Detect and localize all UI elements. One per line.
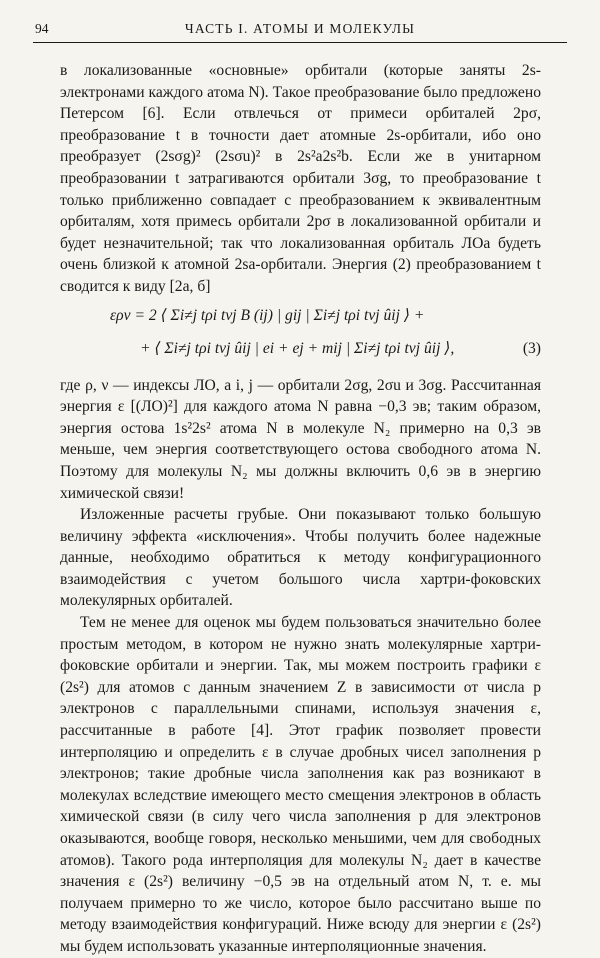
paragraph-3: Изложенные расчеты грубые. Они показывают только большую величину эффекта «исключения». Чтобы получить более надежные данные, необходимо обратиться к методу конфигурационного взаимодействия с учетом большого числа хартри-фоковских молекулярных орбиталей. (60, 506, 541, 610)
paragraph-1: в локализованные «основные» орбитали (которые заняты 2s-электронами каждого атома N). Такое преобразование было предложено Петерсом [6]. Если отвлечься от примеси орбиталей 2pσ, преобразование t в точности дает атомные 2s-орбитали, ибо оно преобразует (2sσg)² (2sσu)² в 2s²a2s²b. Если же в унитарном преобразовании t затрагиваются орбитали 3σg, то преобразование t только приближенно совпадает с преобразованием к эквивалентным орбиталям, хотя примесь орбитали 2pσ в локализованной орбитали и будет незначительной; так что локализованная орбиталь ЛОa будеть очень близкой к атомной 2sa-орбитали. Энергия (2) преобразованием t сводится к виду [2а, б] (60, 62, 541, 295)
paragraph-4: Тем не менее для оценок мы будем пользоваться значительно более простым методом, в котором не нужно знать молекулярные хартри-фоковские орбитали и энергии. Так, мы можем построить графики ε (2s²) для атомов с данным значением Z в зависимости от числа p электронов с параллельными спинами, используя значения ε, рассчитанные в работе [4]. Этот график позволяет провести интерполяцию и определить ε в случае дробных чисел заполнения p электронов; такие дробные числа заполнения как раз возникают в молекулах вследствие имеющего место смещения электронов в область химической связи (в силу чего числа заполнения p для электронов оказываются, вообще говоря, несколько меньшими, чем для свободных атомов). Такого рода интерполяция для молекулы N₂ дает в качестве значения ε (2s²) величину −0,5 эв на отдельный атом N, т. е. мы получаем примерно то же число, которое было рассчитано выше по методу взаимодействия конфигураций. Ниже всюду для энергии ε (2s²) мы будем использовать указанные интерполяционные значения. (60, 614, 541, 955)
equation-line-1: ερν = 2 ⟨ Σi≠j tρi tνj B (ij) | gij | Σi≠j tρi tνj ûij ⟩ + (110, 306, 425, 324)
running-title: ЧАСТЬ I. АТОМЫ И МОЛЕКУЛЫ (184, 21, 416, 36)
equation-number: (3) (522, 339, 541, 357)
paragraph-2: где ρ, ν — индексы ЛО, а i, j — орбитали 2σg, 2σu и 3σg. Рассчитанная энергия ε [(ЛО)²] для каждого атома N равна −0,3 эв; таким образом, энергия остова 1s²2s² атома N в молекуле N₂ примерно на 0,3 эв меньше, чем энергия соответствующего остова свободного атома N. Поэтому для молекулы N₂ мы должны включить 0,6 эв в энергию химической связи! (60, 376, 541, 502)
page-number: 94 (35, 21, 49, 36)
equation-line-2: + ⟨ Σi≠j tρi tνj ûij | ei + ej + mij | Σi≠j tρi tνj ûij ⟩, (140, 339, 455, 357)
page-body (60, 60, 541, 958)
page-header (33, 20, 567, 43)
equation-3 (60, 301, 541, 369)
